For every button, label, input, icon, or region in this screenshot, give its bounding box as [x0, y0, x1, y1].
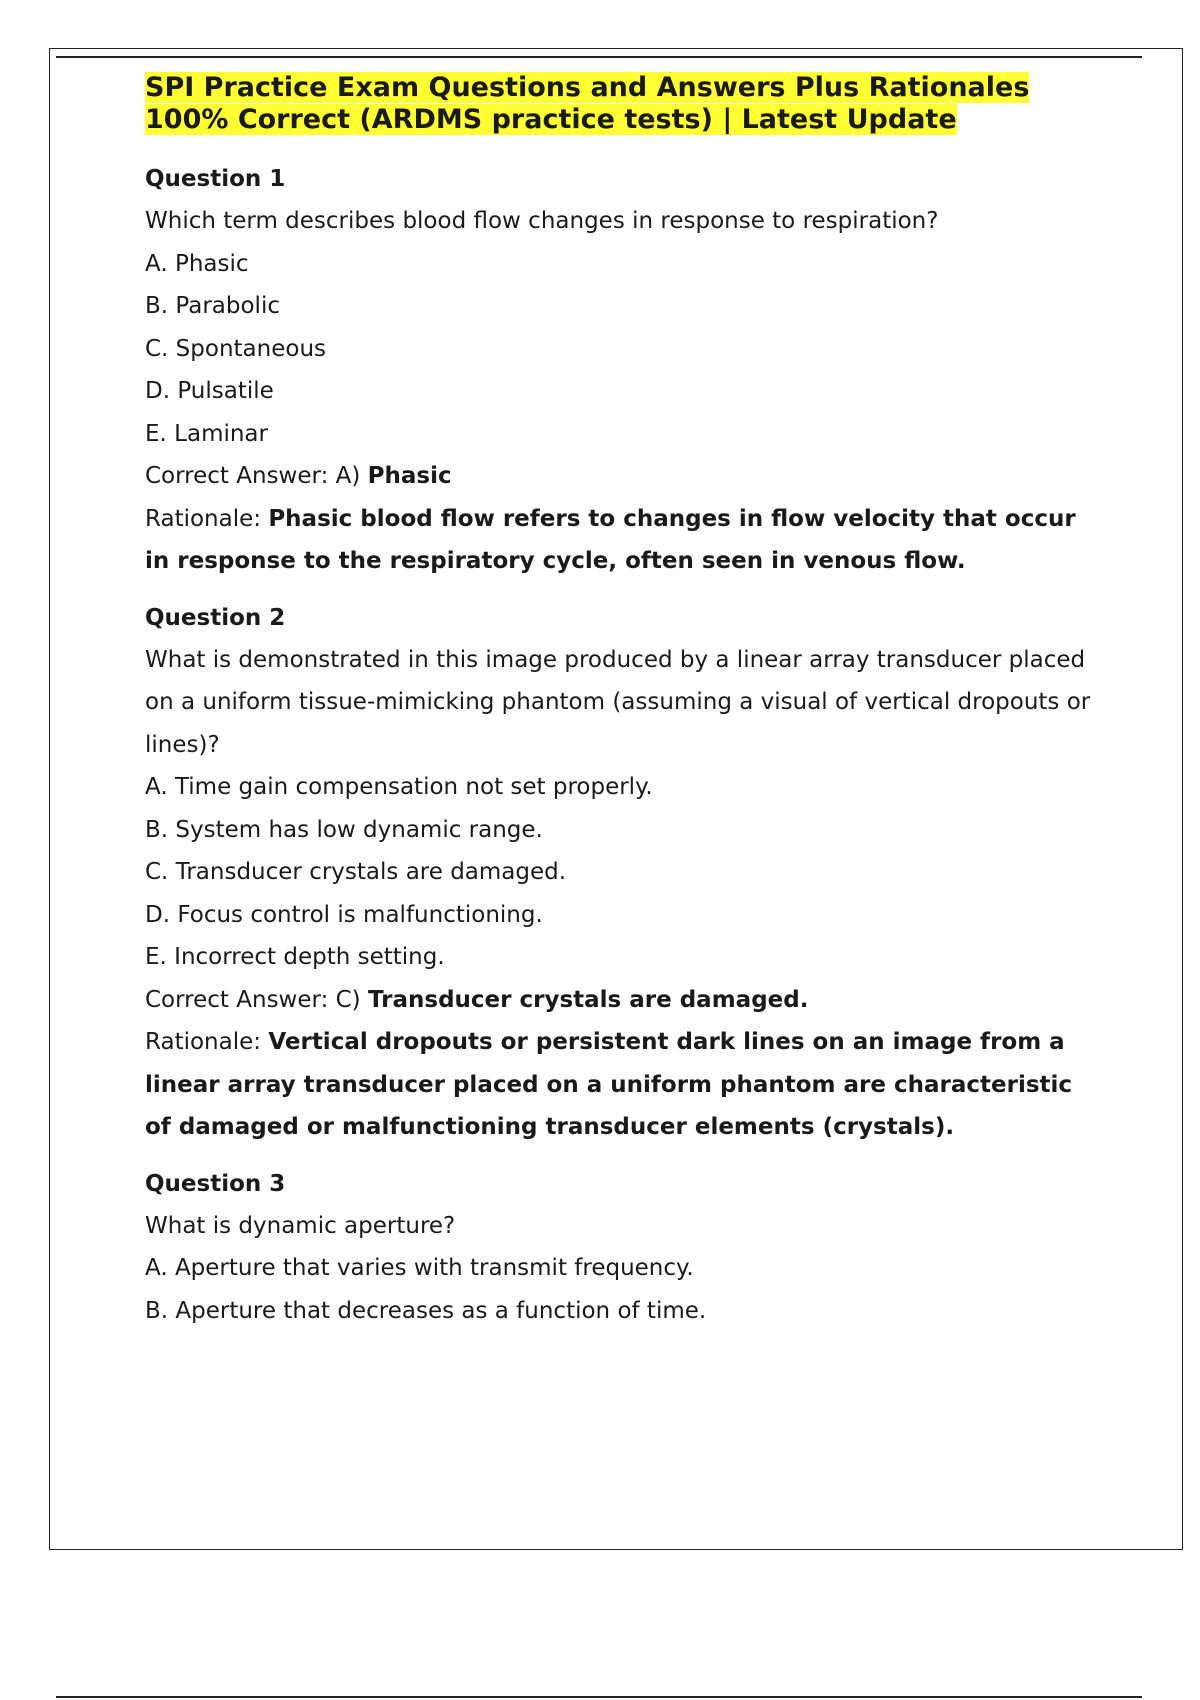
question-2	[145, 597, 1095, 1149]
question-1	[145, 158, 1095, 583]
rationale-prefix: Rationale:	[145, 1029, 269, 1055]
top-rule	[56, 56, 1142, 58]
correct-answer	[145, 455, 1095, 498]
correct-answer-prefix: Correct Answer: C)	[145, 986, 368, 1013]
question-prompt: What is dynamic aperture?	[145, 1212, 456, 1239]
title-line-2: 100% Correct (ARDMS practice tests) | Latest Update	[145, 104, 957, 135]
rationale	[145, 1021, 1095, 1149]
title-line-1: SPI Practice Exam Questions and Answers Plus Rationales	[145, 72, 1030, 103]
option-a: A. Time gain compensation not set properly.	[145, 774, 653, 800]
rationale-prefix: Rationale:	[145, 505, 269, 532]
rationale-text: Vertical dropouts or persistent dark lines on an image from a linear array transducer placed on a uniform phantom are characteristic of damaged or malfunctioning transducer elements (crystals).	[145, 1029, 1073, 1140]
document-title	[145, 72, 1095, 136]
question-heading: Question 3	[145, 1170, 286, 1197]
rationale	[145, 498, 1095, 583]
correct-answer	[145, 979, 1095, 1022]
bottom-rule	[56, 1696, 1142, 1698]
question-heading: Question 1	[145, 166, 286, 192]
option-e: E. Laminar	[145, 420, 268, 447]
question-prompt: Which term describes blood flow changes in response to respiration?	[145, 208, 939, 234]
option-e: E. Incorrect depth setting.	[145, 944, 445, 970]
correct-answer-text: Transducer crystals are damaged.	[367, 986, 809, 1013]
correct-answer-text: Phasic	[367, 463, 452, 489]
option-d: D. Focus control is malfunctioning.	[145, 901, 543, 928]
option-a: A. Phasic	[145, 250, 249, 277]
option-a: A. Aperture that varies with transmit frequency.	[145, 1255, 694, 1281]
rationale-text: Phasic blood flow refers to changes in flow velocity that occur in response to the respiratory cycle, often seen in venous flow.	[145, 505, 1076, 574]
question-3	[145, 1163, 1095, 1333]
option-b: B. Aperture that decreases as a function of time.	[145, 1297, 707, 1324]
option-b: B. Parabolic	[145, 293, 280, 319]
option-d: D. Pulsatile	[145, 378, 274, 404]
option-c: C. Transducer crystals are damaged.	[145, 859, 567, 885]
option-b: B. System has low dynamic range.	[145, 816, 543, 843]
question-prompt: What is demonstrated in this image produced by a linear array transducer placed on a uniform tissue-mimicking phantom (assuming a visual of vertical dropouts or lines)?	[145, 646, 1091, 758]
document-body	[145, 72, 1095, 1346]
option-c: C. Spontaneous	[145, 335, 327, 362]
question-heading: Question 2	[145, 604, 286, 631]
correct-answer-prefix: Correct Answer: A)	[145, 463, 368, 489]
